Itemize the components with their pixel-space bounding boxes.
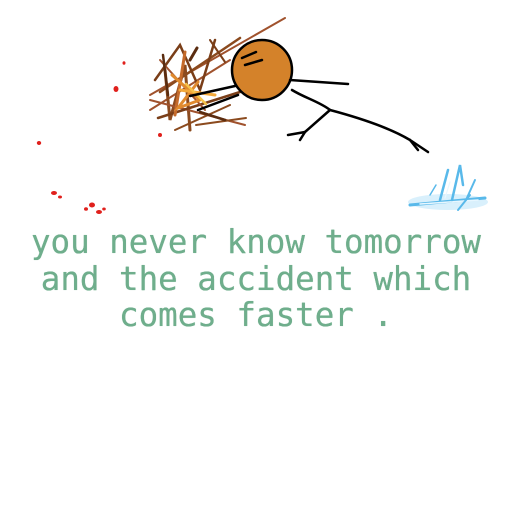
caption-line-3: comes faster . [119,296,393,334]
caption-line-1: you never know tomorrow [30,223,482,261]
blood-drops [37,61,162,214]
stickman-head [232,40,292,100]
spark-icon [408,165,488,210]
caption-line-2: and the accident which [40,260,472,298]
